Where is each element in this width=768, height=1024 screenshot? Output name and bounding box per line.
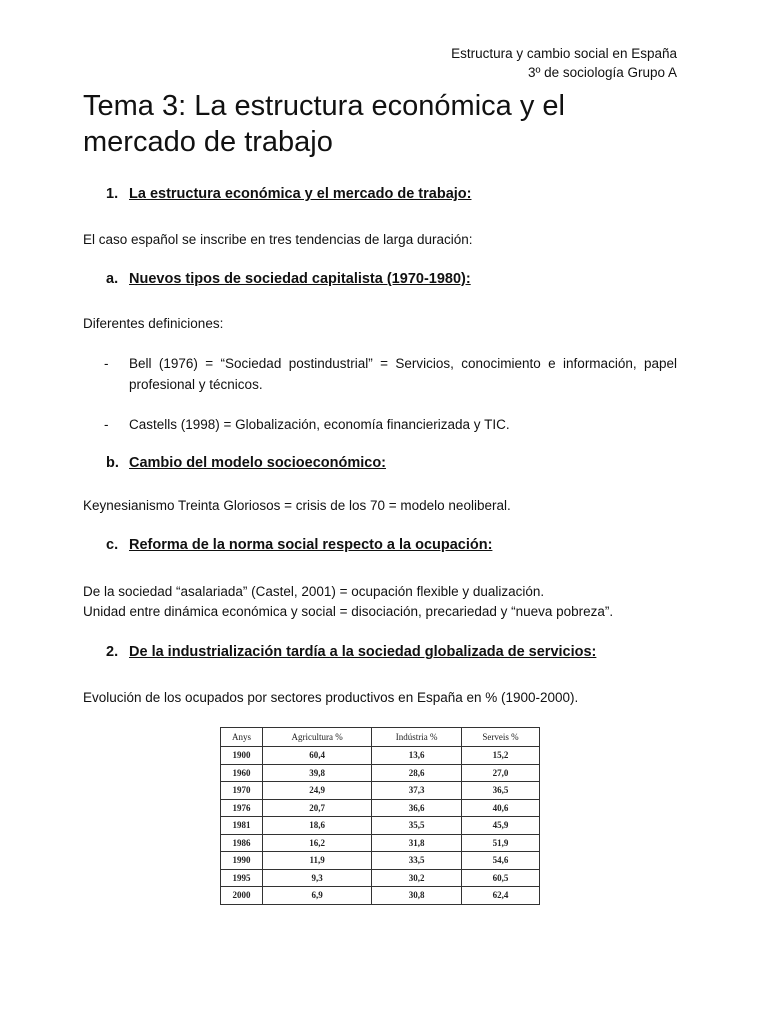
cell-industry: 33,5 — [372, 852, 462, 870]
list-item-text: Bell (1976) = “Sociedad postindustrial” = Servicios, conocimiento e información, papel profesional y técnicos. — [129, 356, 677, 392]
cell-agriculture: 16,2 — [262, 834, 371, 852]
list-item — [104, 353, 677, 395]
cell-year: 1970 — [221, 782, 263, 800]
cell-year: 1900 — [221, 747, 263, 765]
cell-services: 51,9 — [461, 834, 539, 852]
table-row — [221, 887, 540, 905]
paragraph-intro: El caso español se inscribe en tres tendencias de larga duración: — [83, 232, 473, 247]
cell-services: 27,0 — [461, 764, 539, 782]
cell-year: 1981 — [221, 817, 263, 835]
list-dash: - — [104, 356, 109, 371]
column-header-services: Serveis % — [461, 728, 539, 747]
cell-services: 62,4 — [461, 887, 539, 905]
cell-agriculture: 39,8 — [262, 764, 371, 782]
cell-agriculture: 9,3 — [262, 869, 371, 887]
heading-section-b — [106, 455, 386, 471]
document-header — [451, 44, 677, 82]
table-row — [221, 817, 540, 835]
course-name: Estructura y cambio social en España — [451, 46, 677, 61]
heading-number: c. — [106, 537, 119, 553]
cell-industry: 28,6 — [372, 764, 462, 782]
table-row — [221, 764, 540, 782]
column-header-industry: Indústria % — [372, 728, 462, 747]
heading-text: Cambio del modelo socioeconómico: — [129, 455, 387, 471]
table-body — [221, 747, 540, 905]
cell-industry: 30,2 — [372, 869, 462, 887]
cell-year: 1995 — [221, 869, 263, 887]
cell-industry: 36,6 — [372, 799, 462, 817]
heading-text: Nuevos tipos de sociedad capitalista (1970-1980): — [129, 271, 471, 287]
column-header-years: Anys — [221, 728, 263, 747]
column-header-agriculture: Agricultura % — [262, 728, 371, 747]
cell-industry: 13,6 — [372, 747, 462, 765]
cell-year: 2000 — [221, 887, 263, 905]
heading-number: a. — [106, 271, 119, 287]
cell-agriculture: 20,7 — [262, 799, 371, 817]
table-row — [221, 782, 540, 800]
paragraph-unity: Unidad entre dinámica económica y social = disociación, precariedad y “nueva pobreza”. — [83, 604, 614, 619]
heading-text: Reforma de la norma social respecto a la ocupación: — [129, 537, 493, 553]
list-item — [104, 414, 677, 435]
heading-section-2 — [106, 644, 596, 660]
paragraph-evolution: Evolución de los ocupados por sectores productivos en España en % (1900-2000). — [83, 690, 579, 705]
heading-section-1 — [106, 186, 471, 202]
cell-industry: 31,8 — [372, 834, 462, 852]
cell-year: 1976 — [221, 799, 263, 817]
cell-services: 45,9 — [461, 817, 539, 835]
employment-table — [220, 727, 540, 905]
cell-services: 54,6 — [461, 852, 539, 870]
cell-year: 1960 — [221, 764, 263, 782]
heading-section-a — [106, 271, 471, 287]
table-header-row — [221, 728, 540, 747]
list-item-text: Castells (1998) = Globalización, economía financierizada y TIC. — [129, 417, 510, 432]
heading-number: 2. — [106, 644, 119, 660]
table-row — [221, 799, 540, 817]
cell-agriculture: 18,6 — [262, 817, 371, 835]
heading-section-c — [106, 537, 492, 553]
group-name: 3º de sociología Grupo A — [527, 65, 677, 80]
table-row — [221, 852, 540, 870]
cell-agriculture: 11,9 — [262, 852, 371, 870]
cell-agriculture: 6,9 — [262, 887, 371, 905]
cell-agriculture: 24,9 — [262, 782, 371, 800]
cell-year: 1986 — [221, 834, 263, 852]
heading-number: 1. — [106, 186, 119, 202]
heading-text: De la industrialización tardía a la sociedad globalizada de servicios: — [129, 644, 597, 660]
table-row — [221, 747, 540, 765]
paragraph-society: De la sociedad “asalariada” (Castel, 2001) = ocupación flexible y dualización. — [83, 584, 545, 599]
cell-agriculture: 60,4 — [262, 747, 371, 765]
cell-industry: 30,8 — [372, 887, 462, 905]
heading-number: b. — [106, 455, 119, 471]
cell-industry: 35,5 — [372, 817, 462, 835]
cell-services: 36,5 — [461, 782, 539, 800]
cell-year: 1990 — [221, 852, 263, 870]
paragraph-definitions: Diferentes definiciones: — [83, 316, 224, 331]
heading-text: La estructura económica y el mercado de trabajo: — [129, 186, 472, 202]
page-title: Tema 3: La estructura económica y el mercado de trabajo — [83, 90, 565, 158]
cell-services: 40,6 — [461, 799, 539, 817]
table-row — [221, 834, 540, 852]
table-row — [221, 869, 540, 887]
cell-industry: 37,3 — [372, 782, 462, 800]
paragraph-model: Keynesianismo Treinta Gloriosos = crisis de los 70 = modelo neoliberal. — [83, 498, 511, 513]
list-dash: - — [104, 417, 109, 432]
cell-services: 15,2 — [461, 747, 539, 765]
cell-services: 60,5 — [461, 869, 539, 887]
